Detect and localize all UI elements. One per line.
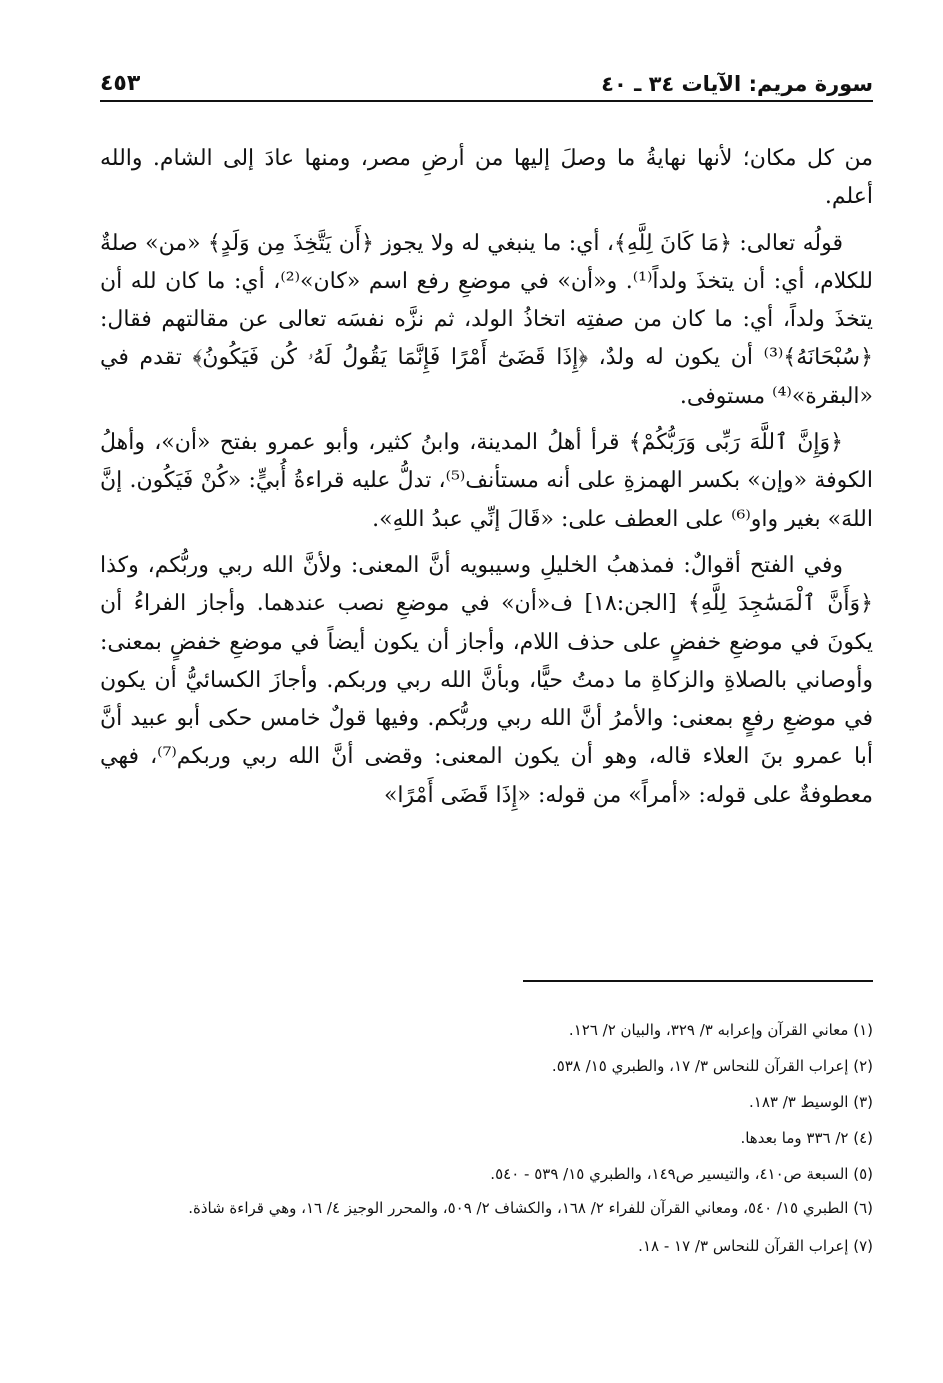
header-divider [100, 100, 873, 102]
footnote: (٦) الطبري ١٥/ ٥٤٠، ومعاني القرآن للفراء ٢/ ١٦٨، والكشاف ٢/ ٥٠٩، والمحرر الوجيز ٤/ ١٦، وهي قراءة شاذة. [188, 1199, 873, 1217]
paragraph: قولُه تعالى: ﴿مَا كَانَ لِلَّهِ﴾، أي: ما ينبغي له ولا يجوز ﴿أَن يَتَّخِذَ مِن وَلَدٍ﴾ «من» صلةٌ للكلام، أي: أن يتخذَ ولداً⁽¹⁾. و«أن» في موضعِ رفع اسم «كان»⁽²⁾، أي: ما كان لله أن يتخذَ ولداً، أي: ما كان من صفتِه اتخاذُ الولد، ثم نزَّه نفسَه تعالى عن مقالتهم فقال: ﴿سُبْحَانَهُ﴾⁽³⁾ أن يكون له ولدٌ، ﴿إِذَا قَضَىٰٓ أَمْرًا فَإِنَّمَا يَقُولُ لَهُۥ كُن فَيَكُونُ﴾ تقدم في «البقرة»⁽⁴⁾ مستوفى. [100, 230, 873, 409]
footnote: (٥) السبعة ص٤١٠، والتيسير ص١٤٩، والطبري ١٥/ ٥٣٩ - ٥٤٠. [490, 1165, 873, 1183]
footnote: (٧) إعراب القرآن للنحاس ٣/ ١٧ - ١٨. [638, 1237, 873, 1255]
paragraph: وفي الفتح أقوالٌ: فمذهبُ الخليلِ وسيبويه أنَّ المعنى: ولأنَّ الله ربي وربُّكم، وكذا ﴿وَأَنَّ ٱلْمَسَٰجِدَ لِلَّهِ﴾ [الجن:١٨] ف«أن» في موضعِ نصب عندهما. وأجاز الفراءُ أن يكونَ في موضعِ خفضٍ على حذف اللام، وأجاز أن يكون أيضاً في موضعِ خفضٍ بمعنى: وأوصاني بالصلاةِ والزكاةِ ما دمتُ حيًّا، وبأنَّ الله ربي وربكم. وأجازَ الكسائيُّ أن يكون في موضعِ رفعٍ بمعنى: والأمرُ أنَّ الله ربي وربُّكم. وفيها قولٌ خامس حكى أبو عبيد أنَّ أبا عمرو بنَ العلاء قاله، وهو أن يكون المعنى: وقضى أنَّ الله ربي وربكم⁽⁷⁾، فهي معطوفةٌ على قوله: «أمراً» من قوله: «إِذَا قَضَى أَمْرًا» [100, 552, 873, 808]
footnotes [100, 1012, 873, 1264]
main-text [100, 140, 873, 823]
page-number: ٤٥٣ [100, 71, 141, 96]
paragraph: ﴿وَإِنَّ ٱللَّهَ رَبِّى وَرَبُّكُمْ﴾ قرأ أهلُ المدينة، وابنُ كثير، وأبو عمرو بفتح «أن»، وأهلُ الكوفة «وإن» بكسر الهمزةِ على أنه مستأنف⁽⁵⁾، تدلُّ عليه قراءةُ أُبيٍّ: «كُنْ فَيَكُون. إنَّ اللهَ» بغير واو⁽⁶⁾ على العطف على: «قَالَ إنِّي عبدُ اللهِ». [100, 430, 873, 532]
page-header [100, 62, 873, 96]
footnote-divider [523, 980, 873, 982]
paragraph: من كل مكان؛ لأنها نهايةُ ما وصلَ إليها من أرضِ مصر، ومنها عادَ إلى الشام. والله أعلم. [100, 146, 873, 210]
footnote: (٢) إعراب القرآن للنحاس ٣/ ١٧، والطبري ١٥/ ٥٣٨. [551, 1057, 873, 1075]
running-title: سورة مريم: الآيات ٣٤ ـ ٤٠ [601, 72, 873, 96]
footnote: (١) معاني القرآن وإعرابه ٣/ ٣٢٩، والبيان ٢/ ١٢٦. [568, 1021, 873, 1039]
footnote: (٤) ٢/ ٣٣٦ وما بعدها. [740, 1129, 873, 1147]
footnote: (٣) الوسيط ٣/ ١٨٣. [749, 1093, 873, 1111]
